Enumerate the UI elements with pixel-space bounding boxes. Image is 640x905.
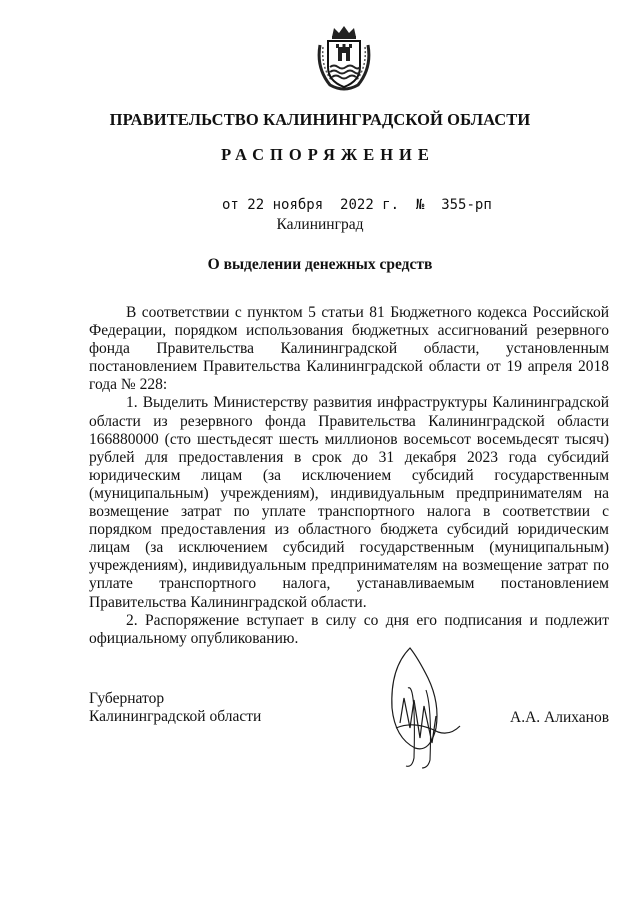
date-number-line <box>222 197 492 213</box>
signatory-name: А.А. Алиханов <box>510 709 610 726</box>
date-year: 2022 г. <box>340 197 400 213</box>
authority-title: ПРАВИТЕЛЬСТВО КАЛИНИНГРАДСКОЙ ОБЛАСТИ <box>109 110 531 129</box>
date-day: 22 <box>247 197 265 213</box>
document-number: 355-рп <box>441 197 492 213</box>
signatory-title <box>89 690 261 726</box>
document-type: РАСПОРЯЖЕНИЕ <box>221 145 435 164</box>
number-sign: № <box>415 197 425 213</box>
paragraph-preamble: В соответствии с пунктом 5 статьи 81 Бюджетного кодекса Российской Федерации, порядком использования бюджетных ассигнований резервного фонда Правительства Калининградской области, установленным постановлением Правительства Калининградской области от 19 апреля 2018 года № 228: <box>89 304 609 394</box>
paragraph-1: 1. Выделить Министерству развития инфраструктуры Калининградской области из резервного фонда Правительства Калининградской области 166880000 (сто шестьдесят шесть миллионов восемьсот восемьдесят тысяч) рублей для предоставления в срок до 31 декабря 2023 года субсидий юридическим лицам (за исключением субсидий государственным (муниципальным) учреждениям), индивидуальным предпринимателям на возмещение затрат по уплате транспортного налога в соответствии с порядком предоставления из областного бюджета субсидий юридическим лицам (за исключением субсидий государственным (муниципальным) учреждениям), индивидуальным предпринимателям на возмещение затрат по уплате транспортного налога, устанавливаемым постановлением Правительства Калининградской области. <box>89 394 609 611</box>
signatory-position: Губернатор <box>89 690 165 707</box>
date-month: ноября <box>272 197 324 213</box>
coat-of-arms-icon <box>314 23 374 93</box>
city: Калининград <box>276 216 364 233</box>
signatory-region: Калининградской области <box>89 708 262 726</box>
date-prefix: от <box>222 197 239 213</box>
paragraph-2: 2. Распоряжение вступает в силу со дня его подписания и подлежит официальному опубликованию. <box>89 611 609 647</box>
document-subject: О выделении денежных средств <box>207 256 433 273</box>
handwritten-signature-icon <box>370 628 480 773</box>
document-body <box>89 304 609 648</box>
